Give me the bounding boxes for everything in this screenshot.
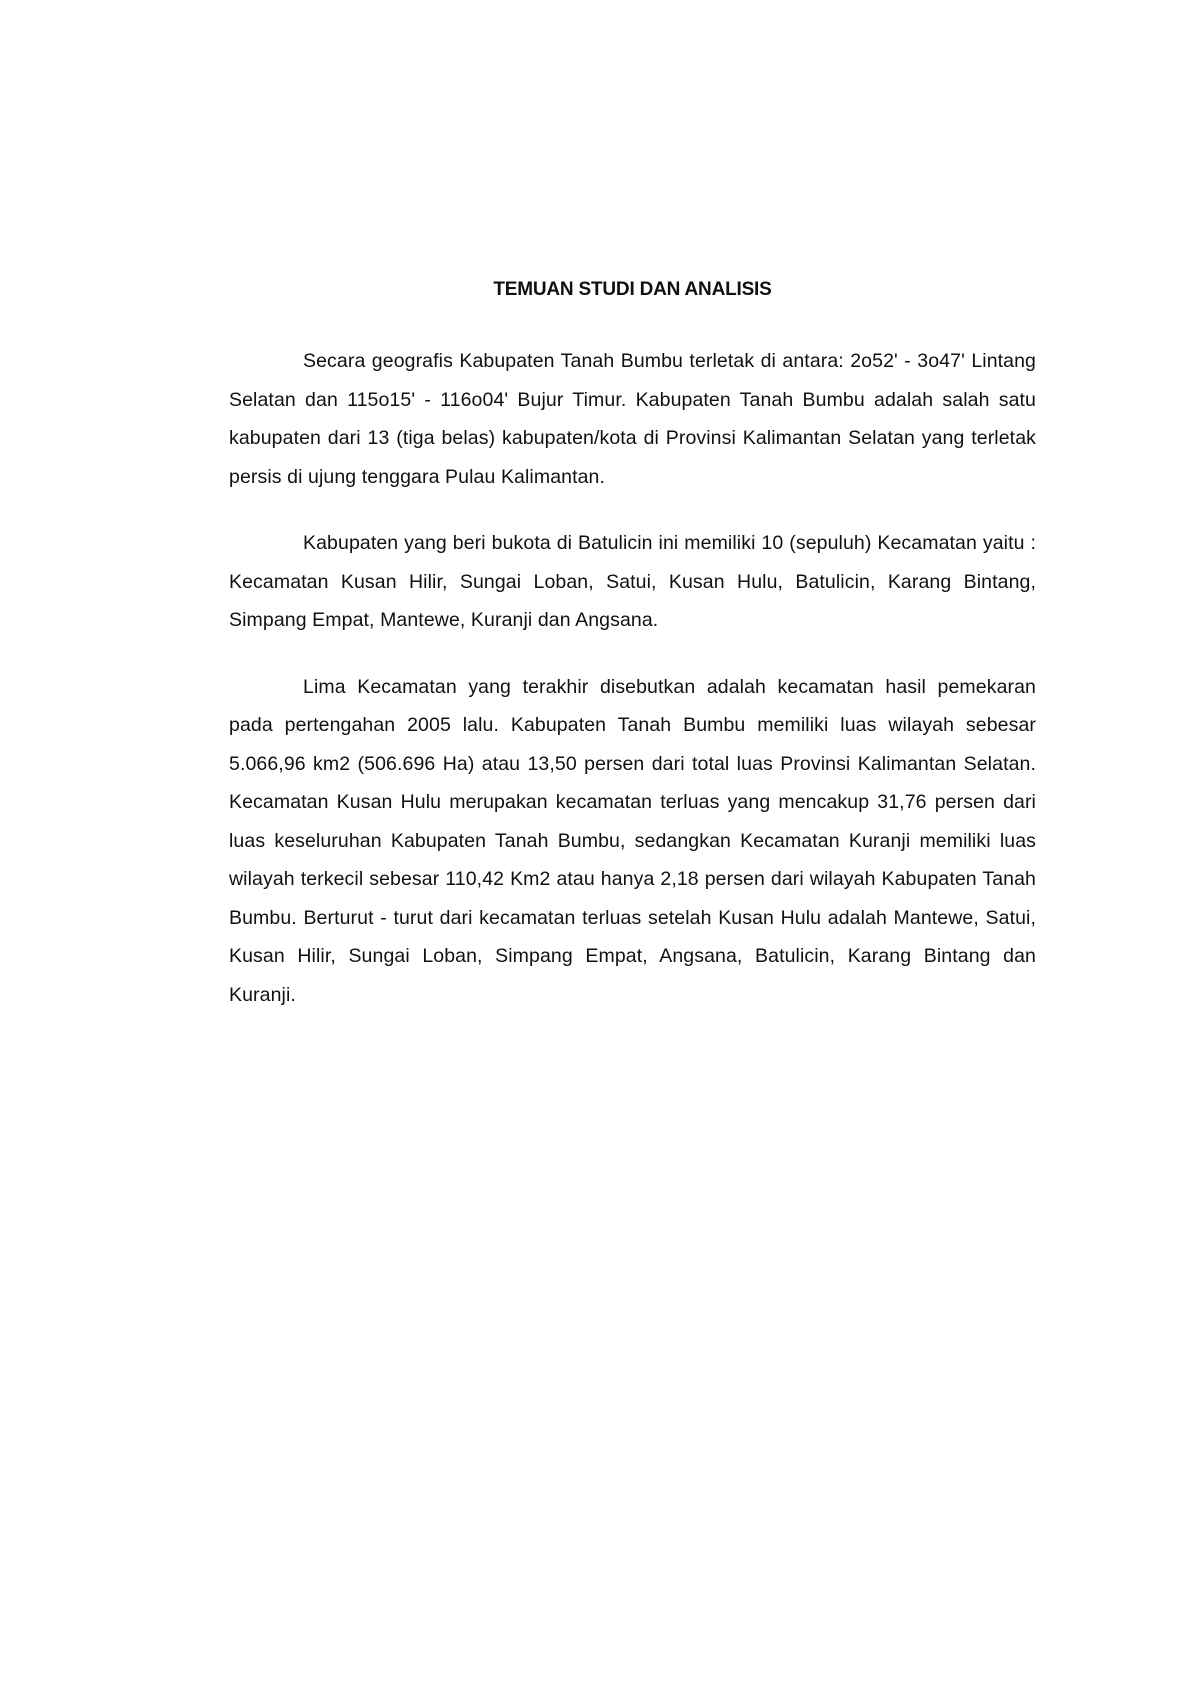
paragraph-geography: Secara geografis Kabupaten Tanah Bumbu terletak di antara: 2o52' - 3o47' Lintang Selatan dan 115o15' - 116o04' Bujur Timur. Kabupaten Tanah Bumbu adalah salah satu kabupaten dari 13 (tiga belas) kabupaten/kota di Provinsi Kalimantan Selatan yang terletak persis di ujung tenggara Pulau Kalimantan. (229, 350, 1036, 488)
paragraph-area: Lima Kecamatan yang terakhir disebutkan adalah kecamatan hasil pemekaran pada pertengahan 2005 lalu. Kabupaten Tanah Bumbu memiliki luas wilayah sebesar 5.066,96 km2 (506.696 Ha) atau 13,50 persen dari total luas Provinsi Kalimantan Selatan. Kecamatan Kusan Hulu merupakan kecamatan terluas yang mencakup 31,76 persen dari luas keseluruhan Kabupaten Tanah Bumbu, sedangkan Kecamatan Kuranji memiliki luas wilayah terkecil sebesar 110,42 Km2 atau hanya 2,18 persen dari wilayah Kabupaten Tanah Bumbu. Berturut - turut dari kecamatan terluas setelah Kusan Hulu adalah Mantewe, Satui, Kusan Hilir, Sungai Loban, Simpang Empat, Angsana, Batulicin, Karang Bintang dan Kuranji. (229, 675, 1036, 1006)
document-title: TEMUAN STUDI DAN ANALISIS (493, 279, 772, 300)
document-page (229, 276, 1036, 1042)
paragraph-districts: Kabupaten yang beri bukota di Batulicin ini memiliki 10 (sepuluh) Kecamatan yaitu : Kecamatan Kusan Hilir, Sungai Loban, Satui, Kusan Hulu, Batulicin, Karang Bintang, Simpang Empat, Mantewe, Kuranji dan Angsana. (229, 532, 1036, 631)
